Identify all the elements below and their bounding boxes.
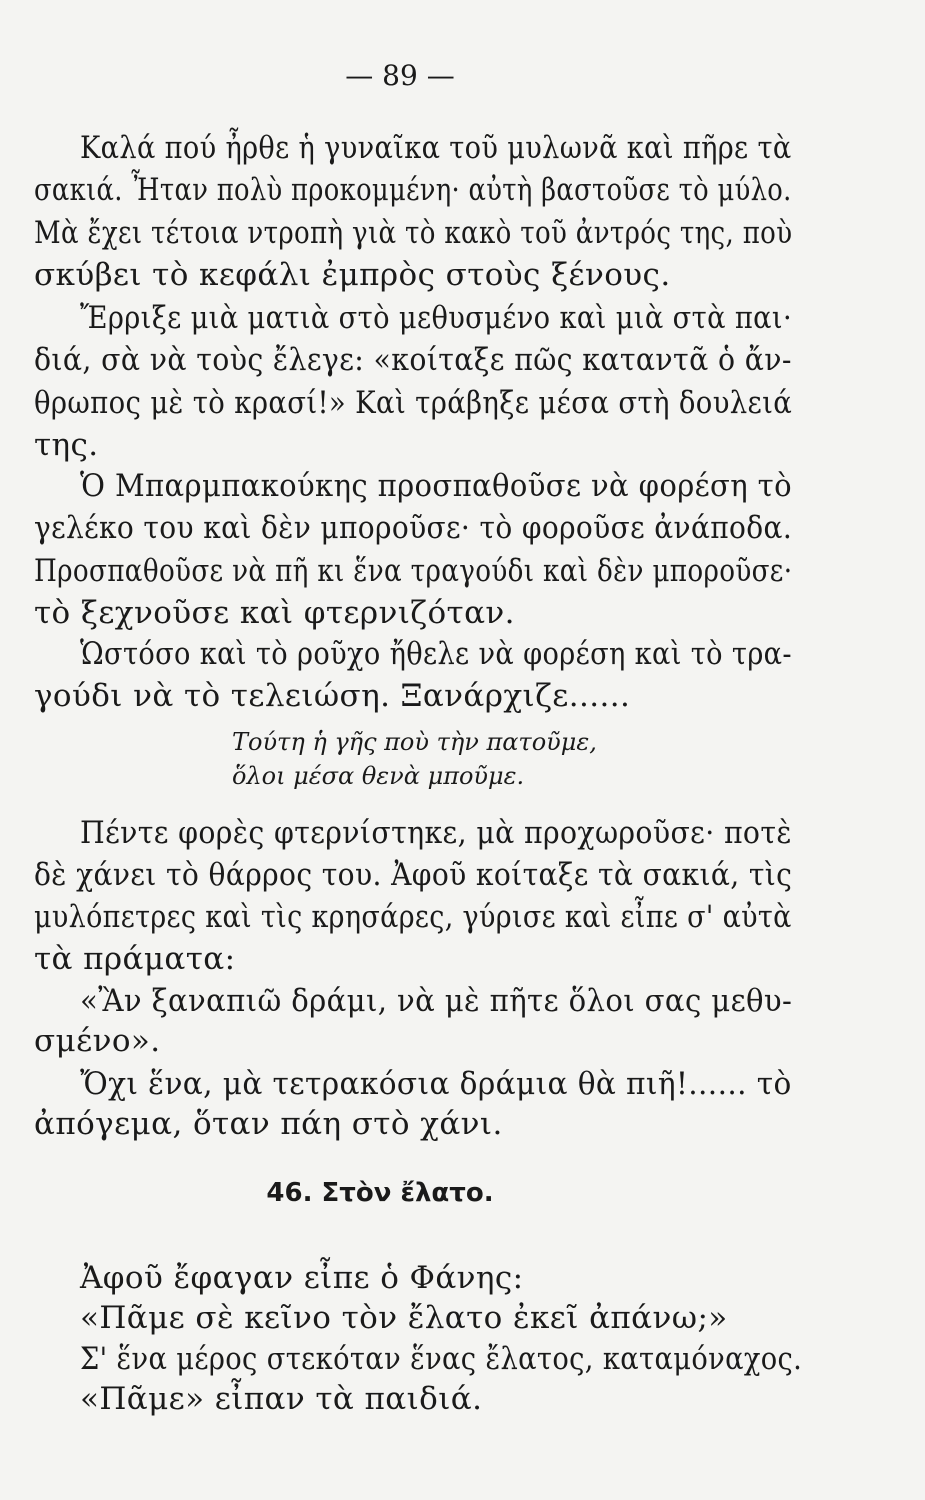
text-line: σκύβει τὸ κεφάλι ἐμπρὸς στοὺς ξένους. — [34, 257, 671, 293]
text-line: σακιά. Ἦταν πολὺ προκομμένη· αὐτὴ βαστοῦσε τὸ μύλο. — [34, 172, 792, 208]
text-line: Σ' ἕνα μέρος στεκόταν ἕνας ἔλατος, καταμόναχος. — [80, 1341, 803, 1377]
text-line: Πέντε φορὲς φτερνίστηκε, μὰ προχωροῦσε· ποτὲ — [80, 815, 792, 851]
text-line: τὰ πράματα: — [34, 941, 236, 977]
section-heading: 46. Στὸν ἔλατο. — [266, 1178, 494, 1208]
page-number: — 89 — — [345, 59, 455, 92]
text-line: Ὡστόσο καὶ τὸ ροῦχο ἤθελε νὰ φορέση καὶ τὸ τρα- — [80, 636, 792, 672]
text-line: Καλά πού ἦρθε ἡ γυναῖκα τοῦ μυλωνᾶ καὶ πῆρε τὰ — [80, 130, 792, 166]
text-line: μυλόπετρες καὶ τὶς κρησάρες, γύρισε καὶ εἶπε σ' αὐτὰ — [34, 899, 792, 935]
text-line: Ὁ Μπαρμπακούκης προσπαθοῦσε νὰ φορέση τὸ — [80, 468, 792, 504]
text-line: δὲ χάνει τὸ θάρρος του. Ἀφοῦ κοίταξε τὰ σακιά, τὶς — [34, 857, 793, 893]
text-line: ἀπόγεμα, ὅταν πάη στὸ χάνι. — [34, 1106, 503, 1142]
text-line: Μὰ ἔχει τέτοια ντροπὴ γιὰ τὸ κακὸ τοῦ ἀντρός της, ποὺ — [34, 215, 793, 251]
text-line: Ἀφοῦ ἔφαγαν εἶπε ὁ Φάνης: — [80, 1260, 524, 1296]
text-line: διά, σὰ νὰ τοὺς ἔλεγε: «κοίταξε πῶς καταντᾶ ὁ ἄν- — [34, 342, 792, 378]
text-line: «Πᾶμε» εἶπαν τὰ παιδιά. — [80, 1381, 483, 1417]
verse-line: Τούτη ἡ γῆς ποὺ τὴν πατοῦμε, — [232, 728, 597, 756]
text-line: Ἔρριξε μιὰ ματιὰ στὸ μεθυσμένο καὶ μιὰ στὰ παι· — [80, 300, 793, 336]
text-line: Προσπαθοῦσε νὰ πῆ κι ἕνα τραγούδι καὶ δὲν μποροῦσε· — [34, 553, 793, 589]
text-line: σμένο». — [34, 1023, 161, 1059]
text-line: γελέκο του καὶ δὲν μποροῦσε· τὸ φοροῦσε ἀνάποδα. — [34, 510, 793, 546]
text-line: τὸ ξεχνοῦσε καὶ φτερνιζόταν. — [34, 595, 515, 631]
text-line: «Πᾶμε σὲ κεῖνο τὸν ἔλατο ἐκεῖ ἀπάνω;» — [80, 1300, 728, 1336]
text-line: της. — [34, 427, 99, 463]
text-line: Ὄχι ἕνα, μὰ τετρακόσια δράμια θὰ πιῆ!...... τὸ — [80, 1066, 792, 1102]
text-line: θρωπος μὲ τὸ κρασί!» Καὶ τράβηξε μέσα στὴ δουλειά — [34, 385, 793, 421]
verse-line: ὅλοι μέσα θενὰ μποῦμε. — [232, 762, 525, 790]
text-line: γούδι νὰ τὸ τελειώση. Ξανάρχιζε...... — [34, 678, 631, 714]
text-line: «Ἂν ξαναπιῶ δράμι, νὰ μὲ πῆτε ὅλοι σας μεθυ- — [80, 983, 793, 1019]
